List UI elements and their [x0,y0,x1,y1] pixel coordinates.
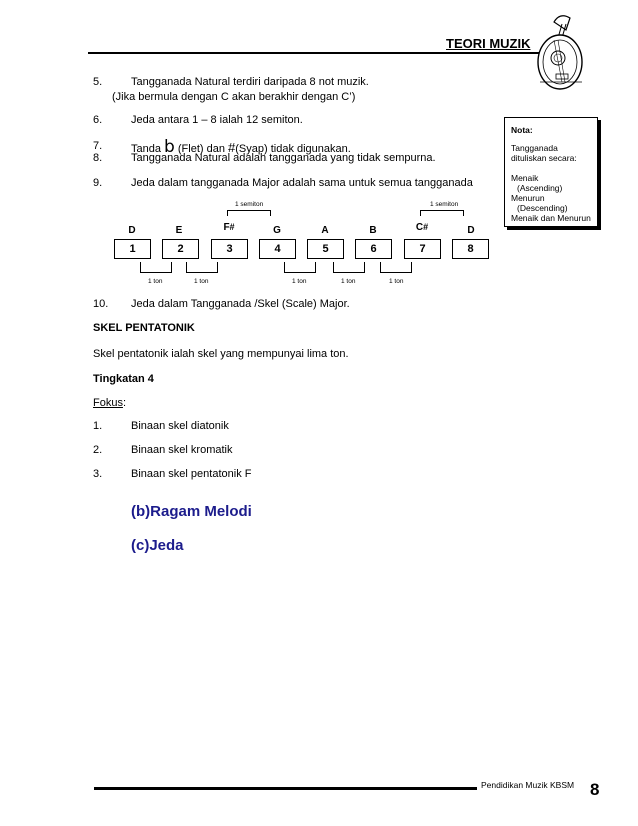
note-line-1: Tangganada [511,143,558,153]
form-heading: Tingkatan 4 [93,373,154,385]
note-title: Nota: [511,125,533,135]
header-rule [88,52,551,54]
tone-bracket-5 [380,262,412,273]
tone-bracket-2 [186,262,218,273]
degree-box-7: 7 [404,239,441,259]
note-box [504,117,598,227]
focus-item-2-text: Binaan skel kromatik [131,444,233,456]
item-5-number: 5. [93,76,103,88]
note-line-2: dituliskan secara: [511,153,577,163]
degree-box-5: 5 [307,239,344,259]
note-letter-7 [404,222,440,233]
sharp-symbol: # [228,140,236,155]
note-letter-8: D [467,225,475,236]
focus-item-1-text: Binaan skel diatonik [131,420,229,432]
item-8-text: Tangganada Natural adalah tangganada yang tidak sempurna. [131,152,436,164]
pentatonik-text: Skel pentatonik ialah skel yang mempunyai lima ton. [93,348,349,360]
note-3-sharp-mark: # [229,222,235,232]
degree-box-4: 4 [259,239,296,259]
semitone-label-2: 1 semiton [430,201,459,208]
page-number: 8 [590,780,600,799]
degree-box-2: 2 [162,239,199,259]
fokus-label [93,396,126,410]
tone-bracket-4 [333,262,365,273]
item-6-text: Jeda antara 1 – 8 ialah 12 semiton. [131,114,303,126]
note-letter-4: G [273,225,281,236]
note-letter-2: E [175,225,183,236]
fokus-colon: : [122,397,127,409]
degree-box-6: 6 [355,239,392,259]
focus-item-2-number: 2. [93,444,103,456]
tone-label-4: 1 ton [341,278,356,285]
item-5-text: Tangganada Natural terdiri daripada 8 not muzik. [131,76,369,88]
item-7-text-pre: Tanda [131,143,165,155]
degree-box-3: 3 [211,239,248,259]
pentatonik-heading: SKEL PENTATONIK [93,322,195,334]
degree-box-1: 1 [114,239,151,259]
fokus-text: Fokus [93,397,123,409]
note-line-4: Menaik [511,173,539,183]
note-letter-6: B [369,225,377,236]
semitone-bracket-2 [420,210,464,216]
note-line-8: Menaik dan Menurun [511,213,591,223]
page-header-title: TEORI MUZIK [446,36,531,51]
item-8-number: 8. [93,152,103,164]
note-letter-3-text: F [223,222,230,233]
item-10-number: 10. [93,298,109,310]
item-10-text: Jeda dalam Tangganada /Skel (Scale) Major. [131,298,350,310]
item-7-number: 7. [93,140,103,152]
focus-item-3-number: 3. [93,468,103,480]
lute-illustration [532,10,596,92]
footer-label: Pendidikan Muzik KBSM [481,780,575,790]
note-letter-1: D [128,225,136,236]
tone-label-3: 1 ton [292,278,307,285]
note-line-5: (Ascending) [517,183,563,193]
flat-symbol: b [164,137,175,157]
degree-box-8: 8 [452,239,489,259]
item-9-number: 9. [93,177,103,189]
note-line-7: (Descending) [517,203,568,213]
note-letter-5: A [321,225,329,236]
heading-jeda: (c)Jeda [131,537,184,554]
note-line-3 [511,163,597,173]
tone-bracket-3 [284,262,316,273]
focus-item-3-text: Binaan skel pentatonik F [131,468,252,480]
note-line-6: Menurun [511,193,545,203]
item-6-number: 6. [93,114,103,126]
heading-ragam-melodi: (b)Ragam Melodi [131,503,252,520]
item-7-text-mid: (Flet) dan [174,143,229,155]
tone-label-1: 1 ton [148,278,163,285]
item-7-text-post: (Syap) tidak digunakan. [235,143,351,155]
semitone-bracket-1 [227,210,271,216]
note-7-sharp-mark: # [423,222,429,232]
note-letter-7-text: C [415,222,424,233]
tone-label-5: 1 ton [389,278,404,285]
tone-label-2: 1 ton [194,278,209,285]
tone-bracket-1 [140,262,172,273]
focus-item-1-number: 1. [93,420,103,432]
item-9-text: Jeda dalam tangganada Major adalah sama untuk semua tangganada [131,177,473,189]
footer-rule [94,787,477,790]
item-5-subtext: (Jika bermula dengan C akan berakhir dengan C’) [112,91,356,103]
note-letter-3 [211,222,247,233]
semitone-label-1: 1 semiton [235,201,264,208]
